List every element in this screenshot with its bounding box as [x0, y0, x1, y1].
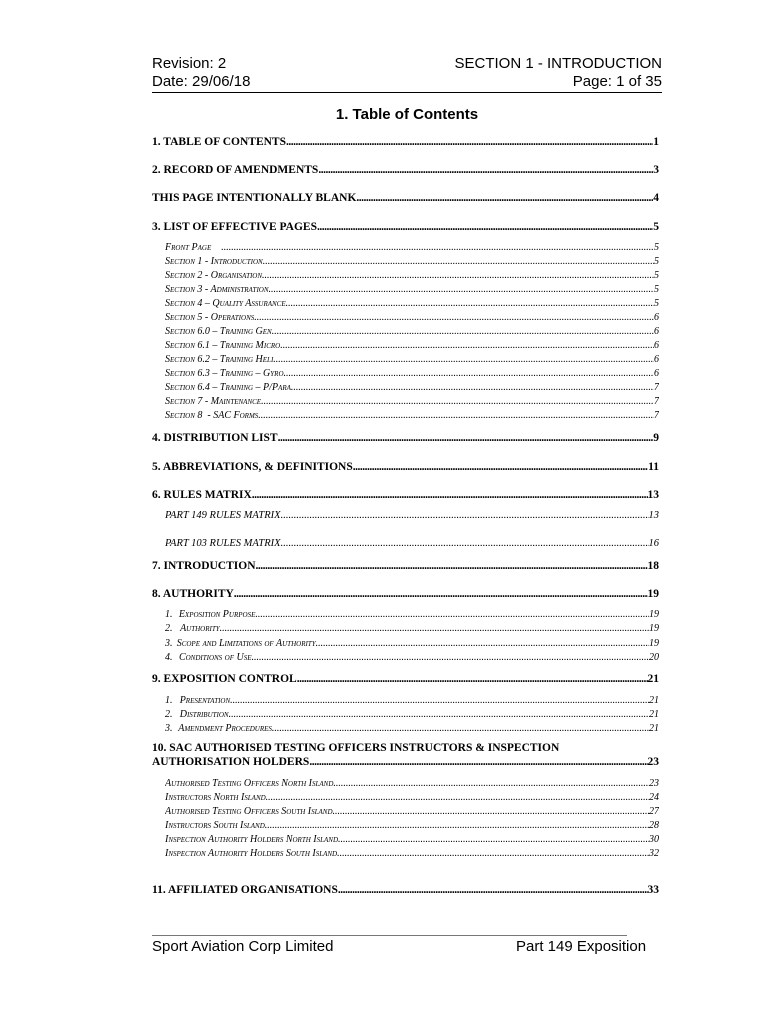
toc-entry-text: Authorised Testing Officers North Island [165, 778, 334, 789]
toc-entry-page: 18 [647, 560, 659, 572]
toc-entry-text: Section 6.0 – Training Gen. [165, 326, 275, 337]
toc-entry-text: THIS PAGE INTENTIONALLY BLANK [152, 192, 357, 204]
toc-entry[interactable] [152, 560, 659, 572]
toc-entry-page: 21 [649, 723, 659, 734]
toc-entry-page: 21 [647, 673, 659, 685]
entry-number: 3. [165, 723, 173, 734]
toc-entry-page: 19 [649, 638, 659, 649]
toc-entry[interactable] [152, 432, 659, 444]
toc-subentry[interactable] [165, 242, 659, 253]
toc-entry-page: 1 [653, 136, 659, 148]
toc-entry-text: Inspection Authority Holders North Island [165, 834, 338, 845]
toc-entry-page: 24 [649, 792, 659, 803]
dot-leader [291, 382, 654, 393]
toc-numbered-entry[interactable] [165, 638, 659, 649]
toc-subentry[interactable] [165, 410, 659, 421]
header-divider [152, 92, 662, 93]
toc-entry[interactable] [152, 136, 659, 148]
toc-numbered-entry[interactable] [165, 609, 659, 620]
toc-entry-page: 19 [649, 609, 659, 620]
toc-entry-text: Section 5 - Operations [165, 312, 255, 323]
toc-entry-text: Exposition Purpose [178, 609, 256, 620]
toc-entry-text: Section 6.4 – Training – P/Para [165, 382, 291, 393]
entry-number: 1. [165, 609, 173, 620]
toc-entry-text: Section 7 - Maintenance [165, 396, 262, 407]
toc-subentry[interactable] [165, 806, 659, 817]
dot-leader [266, 792, 649, 803]
date-label: Date: 29/06/18 [152, 73, 251, 90]
toc-entry-page: 21 [649, 709, 659, 720]
dot-leader [230, 695, 649, 706]
toc-numbered-entry[interactable] [165, 652, 659, 663]
dot-leader [274, 326, 654, 337]
dot-leader [263, 256, 654, 267]
toc-entry-page: 5 [654, 270, 659, 281]
toc-entry-page: 19 [649, 623, 659, 634]
dot-leader [252, 652, 649, 663]
dot-leader [338, 834, 649, 845]
toc-entry-text: PART 103 RULES MATRIX [165, 538, 281, 549]
toc-entry-page: 16 [648, 538, 659, 549]
toc-entry-text: 8. AUTHORITY [152, 588, 234, 600]
toc-entry-text: 9. EXPOSITION CONTROL [152, 673, 297, 685]
dot-leader [256, 560, 648, 572]
toc-subentry[interactable] [165, 834, 659, 845]
toc-entry-page: 23 [649, 778, 659, 789]
toc-subentry[interactable] [165, 510, 659, 521]
dot-leader [286, 368, 654, 379]
toc-entry[interactable] [152, 489, 659, 501]
toc-entry[interactable] [152, 461, 659, 473]
header-row-2 [152, 73, 662, 91]
toc-entry-page: 4 [653, 192, 659, 204]
toc-entry[interactable] [152, 588, 659, 600]
toc-entry-page: 5 [654, 242, 659, 253]
dot-leader [278, 432, 654, 444]
entry-number: 2. [165, 709, 173, 720]
toc-entry-text: PART 149 RULES MATRIX [165, 510, 281, 521]
footer-document: Part 149 Exposition [516, 938, 647, 955]
toc-subentry[interactable] [165, 270, 659, 281]
entry-number: 3. [165, 638, 173, 649]
entry-number: 1. [165, 695, 173, 706]
toc-entry-page: 19 [647, 588, 659, 600]
toc-entry-text: Section 4 – Quality Assurance [165, 298, 286, 309]
toc-entry[interactable] [152, 756, 659, 768]
dot-leader [262, 270, 654, 281]
toc-entry[interactable] [152, 164, 659, 176]
toc-entry-page: 9 [653, 432, 659, 444]
toc-subentry[interactable] [165, 538, 659, 549]
dot-leader [286, 298, 654, 309]
toc-entry-text: 3. LIST OF EFFECTIVE PAGES [152, 221, 317, 233]
toc-entry-page: 21 [649, 695, 659, 706]
toc-entry-page: 33 [647, 884, 659, 896]
toc-entry[interactable] [152, 192, 659, 204]
toc-entry-text: 5. ABBREVIATIONS, & DEFINITIONS [152, 461, 353, 473]
header-row-1 [152, 55, 662, 73]
dot-leader [337, 848, 649, 859]
toc-subentry[interactable] [165, 820, 659, 831]
page-number-label: Page: 1 of 35 [572, 73, 662, 90]
toc-subentry[interactable] [165, 792, 659, 803]
revision-label: Revision: 2 [152, 55, 227, 72]
dot-leader [283, 340, 654, 351]
toc-entry-page: 6 [654, 354, 659, 365]
dot-leader [221, 242, 654, 253]
section-label: SECTION 1 - INTRODUCTION [454, 55, 662, 72]
toc-entry-page: 5 [653, 221, 659, 233]
dot-leader [297, 673, 648, 685]
toc-entry-text: Inspection Authority Holders South Island [165, 848, 338, 859]
dot-leader [252, 489, 648, 501]
dot-leader [272, 723, 649, 734]
toc-entry-page: 27 [649, 806, 659, 817]
dot-leader [333, 806, 650, 817]
toc-entry-text: Instructors South Island [165, 820, 265, 831]
toc-title: 1. Table of Contents [335, 106, 479, 123]
toc-subentry[interactable] [165, 368, 659, 379]
toc-entry-text: 4. DISTRIBUTION LIST [152, 432, 278, 444]
toc-entry-text: Instructors North Island [165, 792, 266, 803]
toc-numbered-entry[interactable] [165, 623, 659, 634]
dot-leader [261, 396, 654, 407]
toc-subentry[interactable] [165, 284, 659, 295]
toc-subentry[interactable] [165, 298, 659, 309]
toc-entry-text: Distribution [179, 709, 229, 720]
toc-entry-text: AUTHORISATION HOLDERS [152, 756, 310, 768]
toc-entry-text: Section 6.2 – Training Heli. [165, 354, 276, 365]
toc-subentry[interactable] [165, 340, 659, 351]
toc-entry-page: 7 [654, 410, 659, 421]
toc-numbered-entry[interactable] [165, 723, 659, 734]
toc-subentry[interactable] [165, 396, 659, 407]
toc-entry-page: 20 [649, 652, 659, 663]
dot-leader [281, 510, 649, 521]
toc-entry[interactable] [152, 884, 659, 896]
dot-leader [281, 538, 649, 549]
toc-entry-text: Front Page [165, 242, 222, 253]
dot-leader [258, 410, 654, 421]
toc-entry-text: Section 3 - Administration [165, 284, 269, 295]
toc-entry-page: 5 [654, 298, 659, 309]
toc-entry-text: Section 6.3 – Training – Gyro. [165, 368, 287, 379]
toc-entry-text: Section 1 - Introduction [165, 256, 263, 267]
dot-leader [353, 461, 648, 473]
toc-entry-text: Presentation [179, 695, 231, 706]
toc-numbered-entry[interactable] [165, 695, 659, 706]
toc-entry-text: Authority [180, 623, 220, 634]
toc-entry-page: 28 [649, 820, 659, 831]
toc-entry-text: Section 2 - Organisation [165, 270, 263, 281]
dot-leader [269, 284, 654, 295]
toc-entry-text: Conditions of Use [178, 652, 252, 663]
dot-leader [318, 164, 653, 176]
dot-leader [220, 623, 649, 634]
dot-leader [229, 709, 649, 720]
toc-entry-page: 23 [647, 756, 659, 768]
toc-entry-page: 5 [654, 284, 659, 295]
toc-entry-text: Scope and Limitations of Authority [176, 638, 316, 649]
toc-entry-page: 7 [654, 396, 659, 407]
toc-numbered-entry[interactable] [165, 709, 659, 720]
toc-subentry[interactable] [165, 312, 659, 323]
toc-entry-page: 6 [654, 340, 659, 351]
toc-subentry[interactable] [165, 354, 659, 365]
toc-entry-text: 11. AFFILIATED ORGANISATIONS [152, 884, 338, 896]
toc-subentry[interactable] [165, 382, 659, 393]
toc-entry-text: 1. TABLE OF CONTENTS [152, 136, 286, 148]
toc-entry-text: Amendment Procedures [178, 723, 272, 734]
dot-leader [333, 778, 649, 789]
toc-subentry[interactable] [165, 256, 659, 267]
toc-entry-text: Authorised Testing Officers South Island [165, 806, 333, 817]
toc-entry-page: 7 [654, 382, 659, 393]
toc-entry-text: Section 6.1 – Training Micro. [165, 340, 283, 351]
entry-number: 2. [165, 623, 173, 634]
footer-divider [152, 935, 627, 936]
dot-leader [286, 136, 653, 148]
toc-entry[interactable] [152, 221, 659, 233]
toc-subentry[interactable] [165, 326, 659, 337]
dot-leader [265, 820, 649, 831]
dot-leader [356, 192, 653, 204]
toc-entry-text: 7. INTRODUCTION [152, 560, 256, 572]
footer-company: Sport Aviation Corp Limited [152, 938, 334, 955]
dot-leader [276, 354, 654, 365]
entry-number: 4. [165, 652, 173, 663]
toc-entry[interactable] [152, 673, 659, 685]
dot-leader [316, 638, 649, 649]
dot-leader [317, 221, 653, 233]
toc-entry-text: 6. RULES MATRIX [152, 489, 252, 501]
toc-entry-page: 11 [648, 461, 659, 473]
toc-entry-page: 5 [654, 256, 659, 267]
toc-entry-page: 13 [647, 489, 659, 501]
dot-leader [254, 312, 654, 323]
toc-entry-page: 3 [653, 164, 659, 176]
toc-entry-page: 6 [654, 312, 659, 323]
toc-entry-page: 6 [654, 326, 659, 337]
toc-subentry[interactable] [165, 778, 659, 789]
toc-entry-page: 13 [648, 510, 659, 521]
toc-entry-page: 30 [649, 834, 659, 845]
dot-leader [255, 609, 649, 620]
toc-entry-text: Section 8 - SAC Forms [165, 410, 259, 421]
toc-entry-page: 32 [649, 848, 659, 859]
toc-subentry[interactable] [165, 848, 659, 859]
dot-leader [338, 884, 648, 896]
toc-entry-page: 6 [654, 368, 659, 379]
toc-entry-line1: 10. SAC AUTHORISED TESTING OFFICERS INSTRUCTORS & INSPECTION [152, 742, 560, 754]
toc-entry-text: 2. RECORD OF AMENDMENTS [152, 164, 319, 176]
dot-leader [309, 756, 647, 768]
dot-leader [234, 588, 648, 600]
